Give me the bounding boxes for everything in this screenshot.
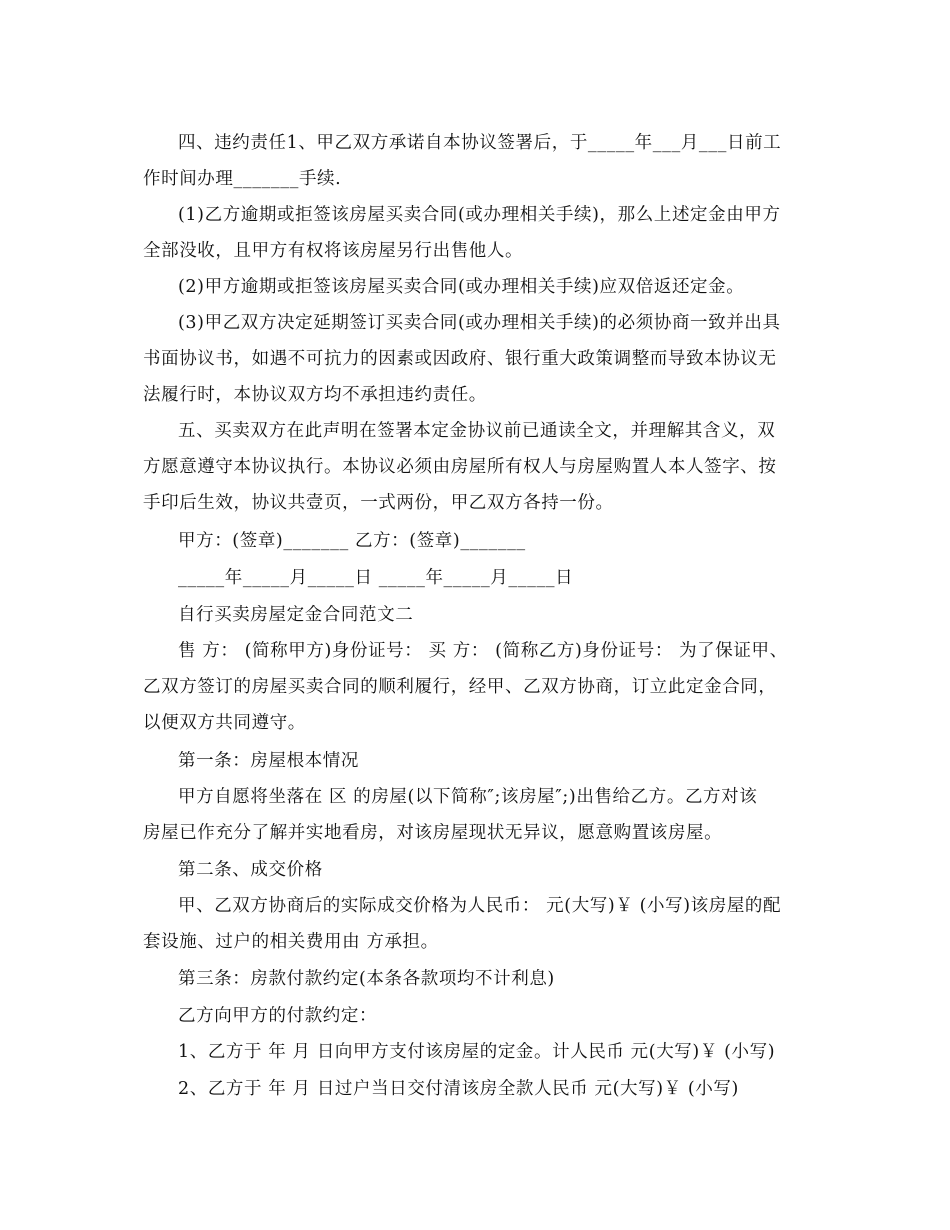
clause-4-item-1-line-2: 全部没收，且甲方有权将该房屋另行出售他人。 bbox=[143, 241, 524, 261]
article-1-line-1: 甲方自愿将坐落在 区 的房屋(以下简称″;该房屋″;)出售给乙方。乙方对该 bbox=[178, 787, 758, 807]
article-1-line-2: 房屋已作充分了解并实地看房，对该房屋现状无异议，愿意购置该房屋。 bbox=[143, 823, 723, 843]
clause-4-item-3-line-1: (3)甲乙双方决定延期签订买卖合同(或办理相关手续)的必须协商一致并出具 bbox=[178, 313, 781, 333]
article-3-intro: 乙方向甲方的付款约定： bbox=[178, 1006, 378, 1026]
clause-4-line-1: 四、违约责任1、甲乙双方承诺自本协议签署后，于_____年___月___日前工 bbox=[178, 133, 782, 153]
clause-4-item-2: (2)甲方逾期或拒签该房屋买卖合同(或办理相关手续)应双倍返还定金。 bbox=[178, 277, 745, 297]
clause-5-line-1: 五、买卖双方在此声明在签署本定金协议前已通读全文，并理解其含义，双 bbox=[178, 421, 776, 441]
signature-line: 甲方：(签章)_______ 乙方：(签章)_______ bbox=[178, 531, 526, 551]
parties-line-1: 售 方： (简称甲方)身份证号： 买 方： (简称乙方)身份证号： 为了保证甲、 bbox=[178, 641, 788, 661]
clause-5-line-2: 方愿意遵守本协议执行。本协议必须由房屋所有权人与房屋购置人本人签字、按 bbox=[143, 457, 777, 477]
article-2-heading: 第二条、成交价格 bbox=[178, 860, 323, 880]
clause-5-line-3: 手印后生效，协议共壹页，一式两份，甲乙双方各持一份。 bbox=[143, 493, 614, 513]
clause-4-item-1-line-1: (1)乙方逾期或拒签该房屋买卖合同(或办理相关手续)，那么上述定金由甲方 bbox=[178, 205, 781, 225]
article-3-item-2: 2、乙方于 年 月 日过户当日交付清该房全款人民币 元(大写)￥ (小写) bbox=[178, 1079, 739, 1099]
article-3-heading: 第三条：房款付款约定(本条各款项均不计利息) bbox=[178, 969, 555, 989]
article-3-item-1: 1、乙方于 年 月 日向甲方支付该房屋的定金。计人民币 元(大写)￥ (小写) bbox=[178, 1042, 776, 1062]
date-line: _____年_____月_____日 _____年_____月_____日 bbox=[178, 568, 574, 588]
parties-line-3: 以便双方共同遵守。 bbox=[143, 713, 306, 733]
article-1-heading: 第一条：房屋根本情况 bbox=[178, 751, 359, 771]
clause-4-item-3-line-2: 书面协议书，如遇不可抗力的因素或因政府、银行重大政策调整而导致本协议无 bbox=[143, 349, 777, 369]
section-title: 自行买卖房屋定金合同范文二 bbox=[178, 605, 414, 625]
article-2-line-2: 套设施、过户的相关费用由 方承担。 bbox=[143, 932, 439, 952]
parties-line-2: 乙双方签订的房屋买卖合同的顺利履行，经甲、乙双方协商，订立此定金合同， bbox=[143, 677, 777, 697]
clause-4-line-2: 作时间办理_______手续. bbox=[143, 169, 342, 189]
clause-4-item-3-line-3: 法履行时，本协议双方均不承担违约责任。 bbox=[143, 385, 487, 405]
article-2-line-1: 甲、乙双方协商后的实际成交价格为人民币： 元(大写)￥ (小写)该房屋的配 bbox=[178, 896, 782, 916]
